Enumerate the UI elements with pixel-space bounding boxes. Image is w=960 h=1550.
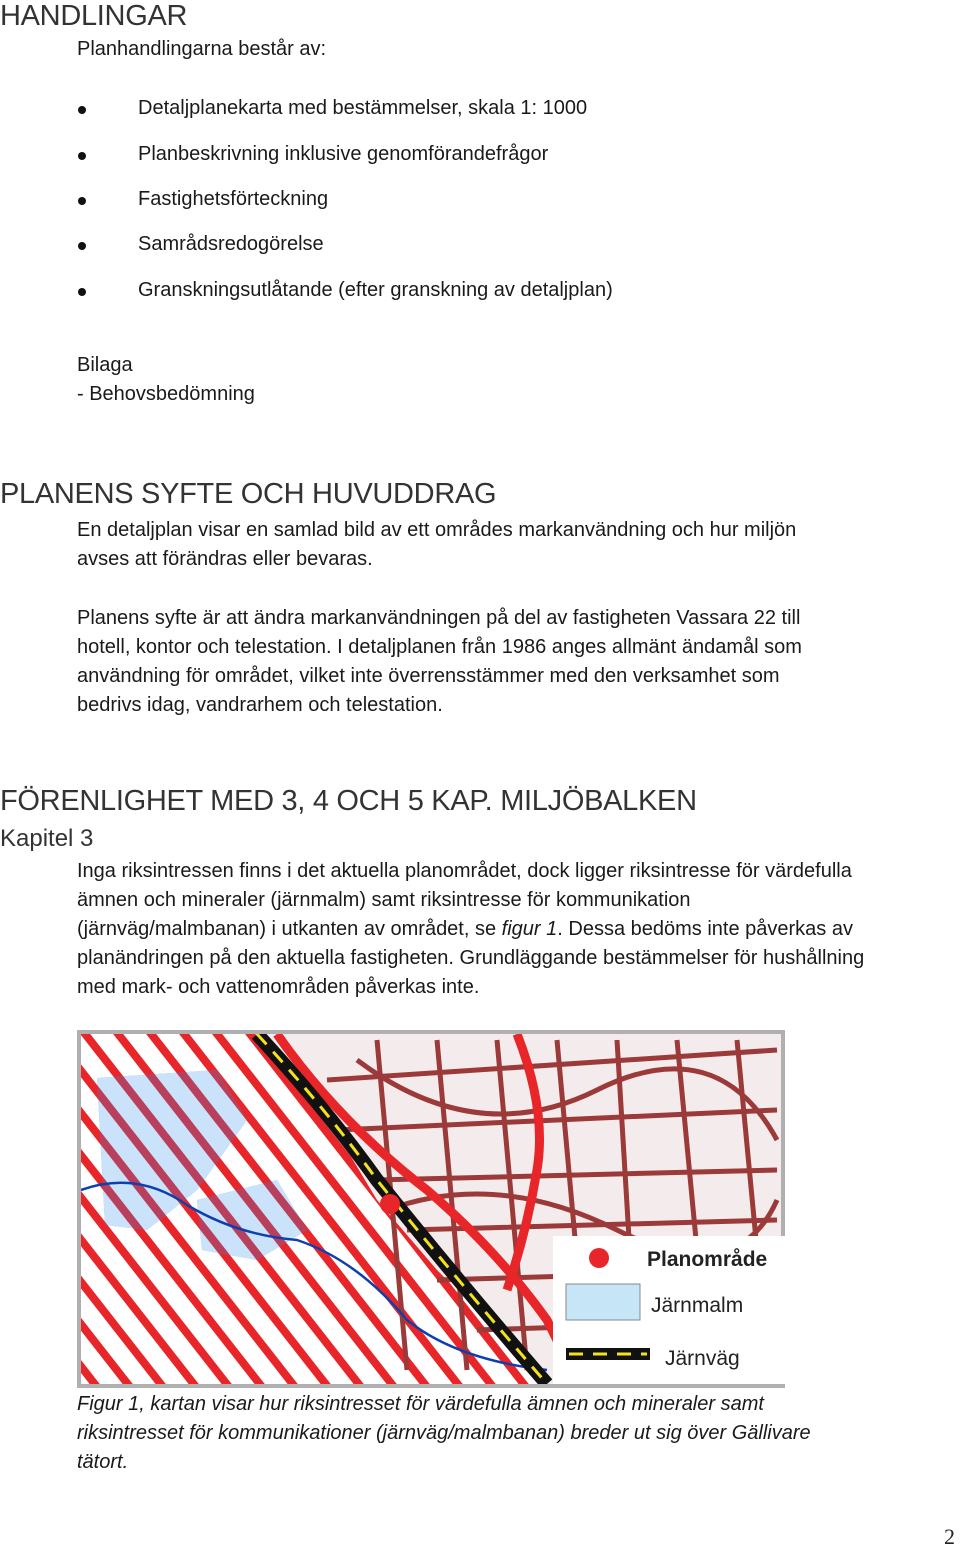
list-item-text: Samrådsredogörelse xyxy=(138,233,324,255)
forenlighet-heading: FÖRENLIGHET MED 3, 4 OCH 5 KAP. MILJÖBALKEN xyxy=(0,785,697,817)
list-item-text: Planbeskrivning inklusive genomförandefrågor xyxy=(138,143,549,165)
handlingar-intro: Planhandlingarna består av: xyxy=(77,38,327,60)
bullet-icon xyxy=(78,197,86,205)
bilaga-item: - Behovsbedömning xyxy=(77,383,255,405)
bullet-icon xyxy=(78,288,86,296)
legend-jarnvag: Järnväg xyxy=(665,1347,740,1370)
list-item-text: Fastighetsförteckning xyxy=(138,188,329,210)
handlingar-heading: HANDLINGAR xyxy=(0,0,188,32)
paragraph-text: . Dessa bedöms inte påverkas av planändringen på den aktuella fastigheten. Grundläggande bestämmelser för hushållning med mark- och vattenområden påverkas inte. xyxy=(77,918,865,998)
bullet-icon xyxy=(78,242,86,250)
list-item-text: Granskningsutlåtande (efter granskning av detaljplan) xyxy=(138,279,613,301)
iron-ore-legend-icon xyxy=(566,1284,640,1320)
syfte-heading: PLANENS SYFTE OCH HUVUDDRAG xyxy=(0,478,497,510)
forenlighet-paragraph xyxy=(77,857,867,1002)
legend-jarnmalm: Järnmalm xyxy=(651,1294,744,1317)
figure-reference: figur 1 xyxy=(501,918,558,940)
kapitel-heading: Kapitel 3 xyxy=(0,825,94,852)
syfte-paragraph-2: Planens syfte är att ändra markanvändningen på del av fastigheten Vassara 22 till hotell, kontor och telestation. I detaljplanen från 1986 anges allmänt ändamål som användning för området, vilket inte överrensstämmer med den verksamhet som bedrivs idag, vandrarhem och telestation. xyxy=(77,607,802,716)
map-figure xyxy=(77,1030,785,1388)
bullet-icon xyxy=(78,152,86,160)
plan-area-marker xyxy=(380,1194,400,1214)
bilaga-label: Bilaga xyxy=(77,354,133,376)
figure-caption: Figur 1, kartan visar hur riksintresset för värdefulla ämnen och mineraler samt riksintresset för kommunikationer (järnväg/malmbanan) breder ut sig över Gällivare tätort. xyxy=(77,1393,811,1473)
map-legend xyxy=(553,1236,785,1384)
plan-area-legend-icon xyxy=(589,1248,609,1268)
paragraph-text: Inga riksintressen finns i det aktuella planområdet, dock ligger riksintresse för värdefulla ämnen och mineraler (järnmalm) samt riksintresse för kommunikation (järnväg/malmbanan) i utkanten av området, se xyxy=(77,860,852,940)
page-number: 2 xyxy=(944,1524,955,1549)
list-item-text: Detaljplanekarta med bestämmelser, skala 1: 1000 xyxy=(138,97,588,119)
bullet-icon xyxy=(78,106,86,114)
syfte-paragraph-1: En detaljplan visar en samlad bild av ett områdes markanvändning och hur miljön avses att förändras eller bevaras. xyxy=(77,519,797,570)
legend-planomrade: Planområde xyxy=(647,1248,768,1271)
